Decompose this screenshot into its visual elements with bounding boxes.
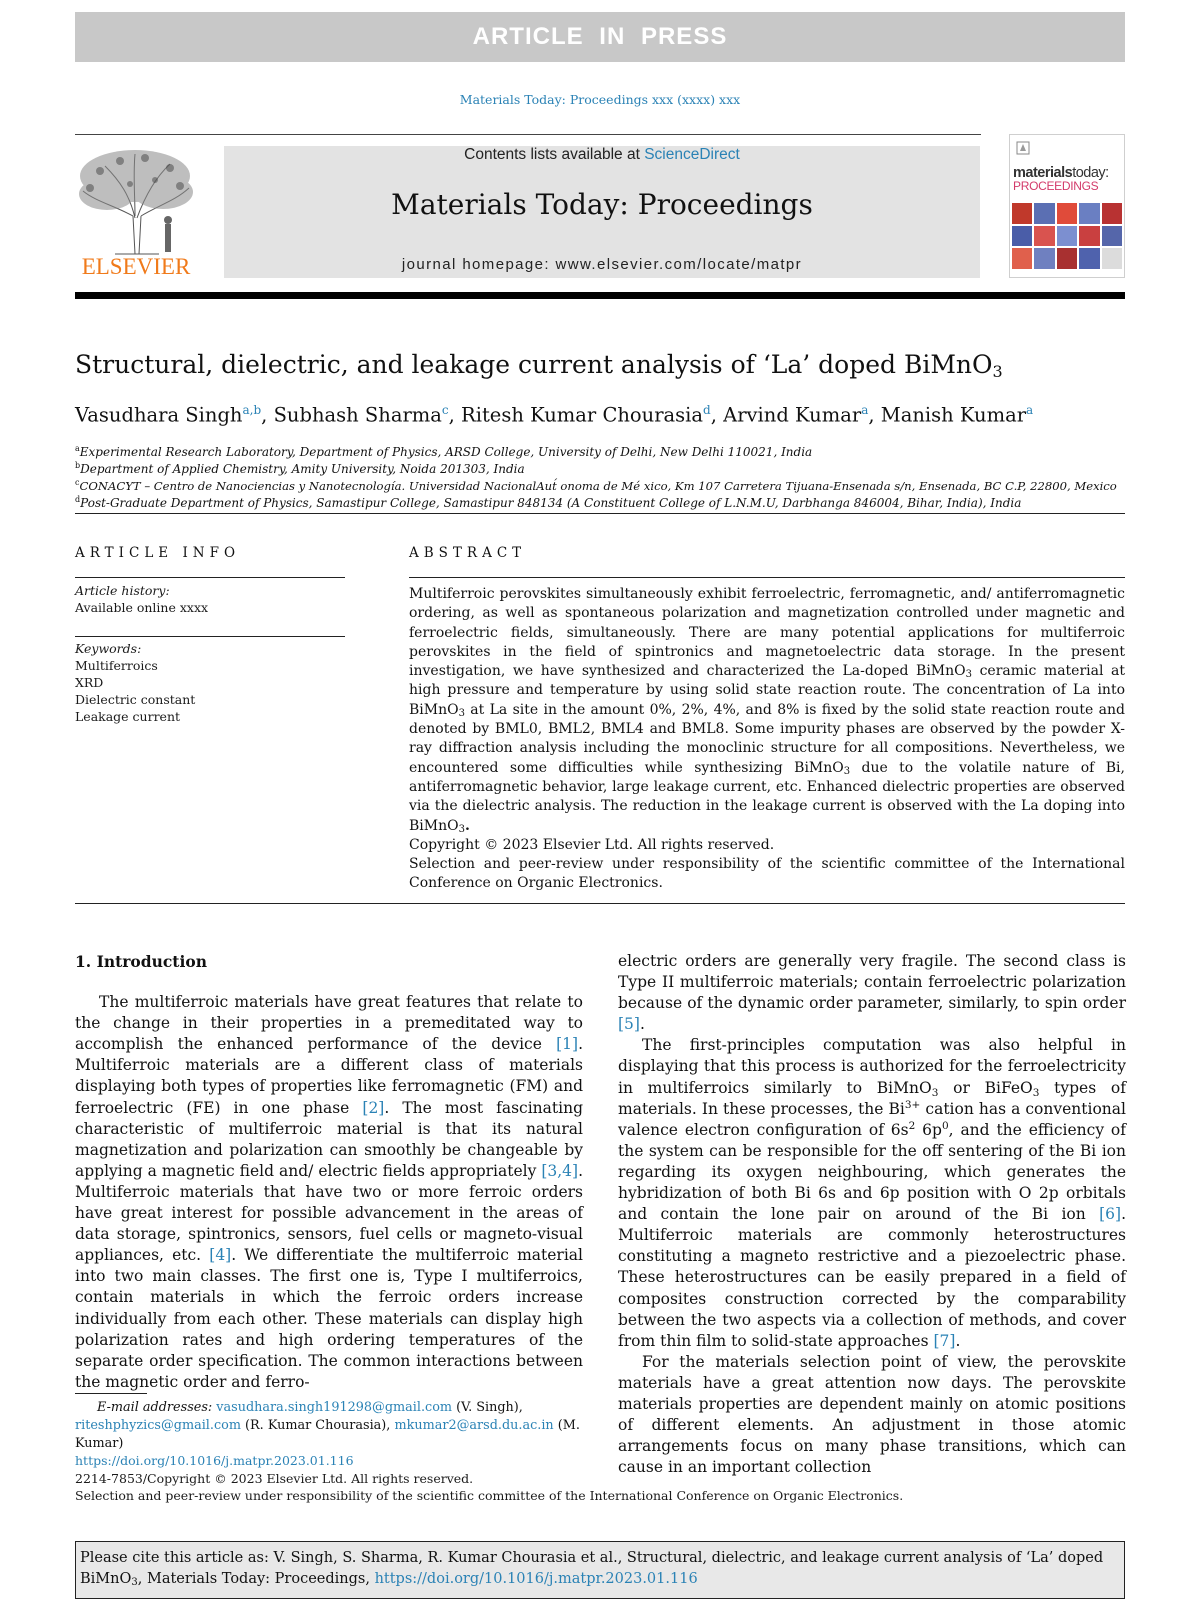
citation-box (75, 1541, 1125, 1599)
citation-link[interactable]: [2] (362, 1098, 385, 1117)
subscript: 3 (131, 1577, 138, 1588)
cover-subtitle: PROCEEDINGS (1013, 179, 1099, 193)
article-history-value: Available online xxxx (75, 600, 209, 615)
paper-title-subscript: 3 (992, 362, 1003, 381)
citation-link[interactable]: [1] (556, 1035, 579, 1054)
abstract-text: ceramic material at high pressure and temperature by using solid state reaction route. The concentration of La into BiMnO (409, 663, 1125, 718)
citation-link[interactable]: [5] (618, 1015, 640, 1034)
author-name[interactable]: Subhash Sharma (273, 403, 442, 427)
body-column-left (75, 951, 583, 1393)
keywords-label: Keywords: (75, 641, 142, 656)
keyword: Multiferroics (75, 658, 158, 673)
citation-text: , Materials Today: Proceedings, (137, 1571, 375, 1587)
abstract-text: at La site in the amount 0%, 2%, 4%, and 8% is fixed by the solid state reaction route and denoted by BML0, BML2, BML4 and BML8. Some impurity phases are observed by the powder X-ray diffraction analysis including the monoclinic structure for all compositions. Nevertheless, we encountered some difficulties while synthesizing BiMnO (409, 701, 1125, 776)
affiliation (75, 495, 1155, 510)
peer-review-note: Selection and peer-review under responsibility of the scientific committee of the International Conference on Organic Electronics. (75, 1488, 904, 1503)
article-info-rule (75, 577, 345, 578)
abstract-body (409, 585, 1125, 894)
abstract-paragraph (409, 585, 1125, 836)
author-affiliation-mark[interactable]: c (441, 403, 449, 417)
contents-line (224, 146, 980, 164)
citation-link[interactable]: [6] (1099, 1205, 1122, 1224)
paper-title-text: Structural, dielectric, and leakage current analysis of ‘La’ doped BiMnO (75, 350, 993, 379)
issn-copyright: 2214-7853/Copyright © 2023 Elsevier Ltd. All rights reserved. (75, 1471, 474, 1486)
body-column-right (618, 951, 1126, 1478)
author-affiliation-mark[interactable]: a (861, 403, 869, 417)
superscript: 3+ (904, 1098, 921, 1111)
keywords-rule (75, 636, 345, 637)
affiliation-text: Experimental Research Laboratory, Department of Physics, ARSD College, University of Delhi, New Delhi 110021, India (79, 445, 813, 459)
cover-emblem-icon (1016, 141, 1030, 155)
article-history-label: Article history: (75, 583, 170, 598)
author-list: Vasudhara Singh$^{a,b}$, Subhash Sharma$^c$, Ritesh Kumar Chourasia$^d$, Arvind Kumar$^a$, Manish Kumar$^a$ (75, 403, 1034, 427)
author-name[interactable]: Vasudhara Singh (75, 403, 243, 427)
author-name[interactable]: Ritesh Kumar Chourasia (461, 403, 704, 427)
journal-homepage[interactable]: journal homepage: www.elsevier.com/locate/matpr (401, 256, 803, 273)
body-text: or BiFeO (938, 1078, 1033, 1097)
affiliation-mark: b (75, 461, 81, 470)
body-paragraph: For the materials selection point of view, the perovskite materials have a great attention now days. The perovskite materials properties are dependent mainly on atomic positions of different elements. An adjustment in those atomic arrangements focus on many phase transitions, which can cause in an important collection (618, 1352, 1126, 1477)
affiliation-text: CONACYT – Centro de Nanociencias y Nanotecnología. Universidad NacionalAut́ onoma de Mé xico, Km 107 Carretera Tijuana-Ensenada s/n, Ensenada, BC C.P, 22800, Mexico (79, 478, 1117, 493)
author-name[interactable]: Arvind Kumar (723, 403, 862, 427)
body-paragraph (75, 992, 583, 1393)
email-footnote (75, 1399, 595, 1453)
body-text: . We differentiate the multiferroic material into two main classes. The first one is, Type I multiferroics, contain materials in which the ferroic orders increase individually from each other. These materials can display high polarization rates and high ordering temperatures of the separate order specification. The common interactions between the magnetic order and ferro- (75, 1246, 583, 1391)
body-text: electric orders are generally very fragile. The second class is Type II multiferroic materials; contain ferroelectric polarization because of the dynamic order parameter, similarly, to spin order (618, 952, 1126, 1013)
footnote-text: (R. Kumar Chourasia), (240, 1418, 395, 1433)
contents-prefix: Contents lists available at (464, 146, 645, 163)
abstract-heading: ABSTRACT (409, 545, 527, 561)
body-text: . Multiferroic materials are a different class of materials displaying both types of properties like ferromagnetic (FM) and ferroelectric (FE) in one phase (75, 1035, 583, 1117)
subscript: 3 (458, 823, 465, 835)
journal-header-box (224, 146, 980, 278)
body-text: 6p (915, 1120, 942, 1139)
keyword: Dielectric constant (75, 692, 196, 707)
body-paragraph (618, 951, 1126, 1035)
body-text: The multiferroic materials have great features that relate to the change in their properties in a premeditated way to accomplish the enhanced performance of the device (75, 993, 583, 1054)
affiliation-text: Post-Graduate Department of Physics, Samastipur College, Samastipur 848134 (A Constituent College of L.N.M.U, Darbhanga 846004, Bihar, India), India (80, 496, 1022, 510)
cover-brand-main: materials (1013, 165, 1073, 181)
abstract-copyright: Copyright © 2023 Elsevier Ltd. All rights reserved. (409, 836, 775, 853)
paper-title (75, 350, 1125, 379)
affiliation-mark: d (75, 495, 81, 504)
author-affiliation-mark[interactable]: a,b (242, 403, 262, 417)
cover-image-grid (1012, 203, 1122, 269)
affiliation-rule (75, 513, 1125, 514)
keyword: Leakage current (75, 709, 181, 724)
footnote-rule (75, 1393, 147, 1394)
journal-cover-thumbnail[interactable] (1009, 134, 1125, 278)
body-text: The first-principles computation was also helpful in displaying that this process is authorized for the ferroelectricity in multiferroics similarly to BiMnO (618, 1036, 1126, 1097)
subscript: 3 (1032, 1086, 1040, 1099)
email-link[interactable]: vasudhara.singh191298@gmail.com (216, 1400, 453, 1415)
header-top-rule (75, 134, 981, 135)
keyword: XRD (75, 675, 104, 690)
body-text: . Multiferroic materials are commonly heterostructures constituting a magneto restrictive and a piezoelectric phase. These heterostructures can be easily prepared in a field of composites construction corrected by the comparability between the two aspects via a collection of methods, and cover from thin film to solid-state approaches (618, 1205, 1126, 1350)
email-link[interactable]: mkumar2@arsd.du.ac.in (394, 1418, 554, 1433)
elsevier-wordmark: ELSEVIER (81, 254, 191, 279)
author-affiliation-mark[interactable]: d (703, 403, 711, 417)
abstract-text: Multiferroic perovskites simultaneously exhibit ferroelectric, ferromagnetic, and/ antiferromagnetic ordering, as well as spontaneous polarization and magnetization controlled under magnetic and ferroelectric fields, simultaneously. There are many potential applications for multiferroic perovskites in the field of spintronics and magnetoelectric data storage. In the present investigation, we have synthesized and characterized the La-doped BiMnO (409, 586, 1125, 680)
citation-text: Please cite this article as: V. Singh, S. Sharma, R. Kumar Chourasia et al., Structural, dielectric, and leakage current analysis of ‘La’ doped BiMnO (80, 1550, 1104, 1587)
body-text: , and the efficiency of the system can be responsible for the off sentering of the Bi ion regarding its oxygen neighbouring, which generates the hybridization of both Bi 6s and 6p position with O 2p orbitals and contain the lone pair on around of the Bi ion (618, 1120, 1126, 1224)
email-link[interactable]: riteshphyzics@gmail.com (75, 1418, 241, 1433)
subscript: 3 (458, 707, 465, 719)
citation-link[interactable]: [4] (209, 1246, 232, 1265)
superscript: 2 (908, 1119, 916, 1132)
author-affiliation-mark[interactable]: a (1026, 403, 1034, 417)
subscript: 3 (931, 1086, 939, 1099)
elsevier-logo[interactable] (75, 146, 197, 280)
footnote-text: (V. Singh), (452, 1400, 523, 1415)
citation-link[interactable]: [3,4] (541, 1161, 579, 1180)
body-text: . Multiferroic materials that have two or more ferroic orders have great interest for possible advancement in the areas of data storage, spintronics, sensors, fuel cells or magneto-visual appliances, etc. (75, 1161, 583, 1265)
article-in-press-banner: ARTICLE IN PRESS (75, 12, 1125, 62)
section-heading: 1. Introduction (75, 952, 207, 971)
affiliation-text: Department of Applied Chemistry, Amity University, Noida 201303, India (80, 462, 525, 476)
journal-reference-link[interactable]: Materials Today: Proceedings xxx (xxxx) xxx (459, 92, 741, 107)
abstract-rule (409, 577, 1125, 578)
cover-brand-today: today: (1072, 165, 1109, 181)
subscript: 3 (843, 765, 851, 777)
abstract-selection: Selection and peer-review under responsibility of the scientific committee of the International Conference on Organic Electronics. (409, 856, 1125, 892)
citation-doi-link[interactable]: https://doi.org/10.1016/j.matpr.2023.01.116 (374, 1571, 698, 1587)
superscript: 0 (941, 1119, 949, 1132)
body-text: types of materials. In these processes, the Bi (618, 1078, 1126, 1118)
affiliation (75, 444, 1155, 459)
subscript: 3 (965, 669, 973, 681)
doi-link[interactable]: https://doi.org/10.1016/j.matpr.2023.01.116 (75, 1453, 354, 1468)
affiliation-mark: a (75, 444, 80, 453)
header-thick-rule (75, 292, 1125, 299)
footnote-label: E-mail addresses: (97, 1400, 213, 1415)
article-info-heading: ARTICLE INFO (75, 545, 241, 561)
body-text: . The most fascinating characteristic of multiferroic material is that its natural magnetization and polarization can smoothly be changeable by applying a magnetic field and/ electric fields appropriately (75, 1098, 583, 1180)
affiliation (75, 478, 1155, 493)
abstract-text: due to the volatile nature of Bi, antiferromagnetic behavior, large leakage current, etc. Enhanced dielectric properties are observed via the dielectric analysis. The reduction in the leakage current is observed with the La doping into BiMnO (409, 759, 1125, 834)
body-text: . (955, 1331, 961, 1350)
citation-link[interactable]: [7] (933, 1331, 956, 1350)
body-text: . (639, 1015, 645, 1034)
body-paragraph (618, 1035, 1126, 1351)
affiliation (75, 461, 1155, 476)
author-name[interactable]: Manish Kumar (880, 403, 1027, 427)
affiliation-mark: c (75, 478, 80, 487)
body-text: cation has a conventional valence electron configuration of 6s (618, 1099, 1126, 1139)
elsevier-tree-icon (75, 146, 197, 256)
journal-title: Materials Today: Proceedings (391, 188, 813, 221)
footnote-text: (M. Kumar) (75, 1418, 580, 1451)
abstract-bottom-rule (75, 903, 1125, 904)
sciencedirect-link[interactable]: ScienceDirect (644, 146, 740, 163)
abstract-text: . (464, 817, 470, 834)
